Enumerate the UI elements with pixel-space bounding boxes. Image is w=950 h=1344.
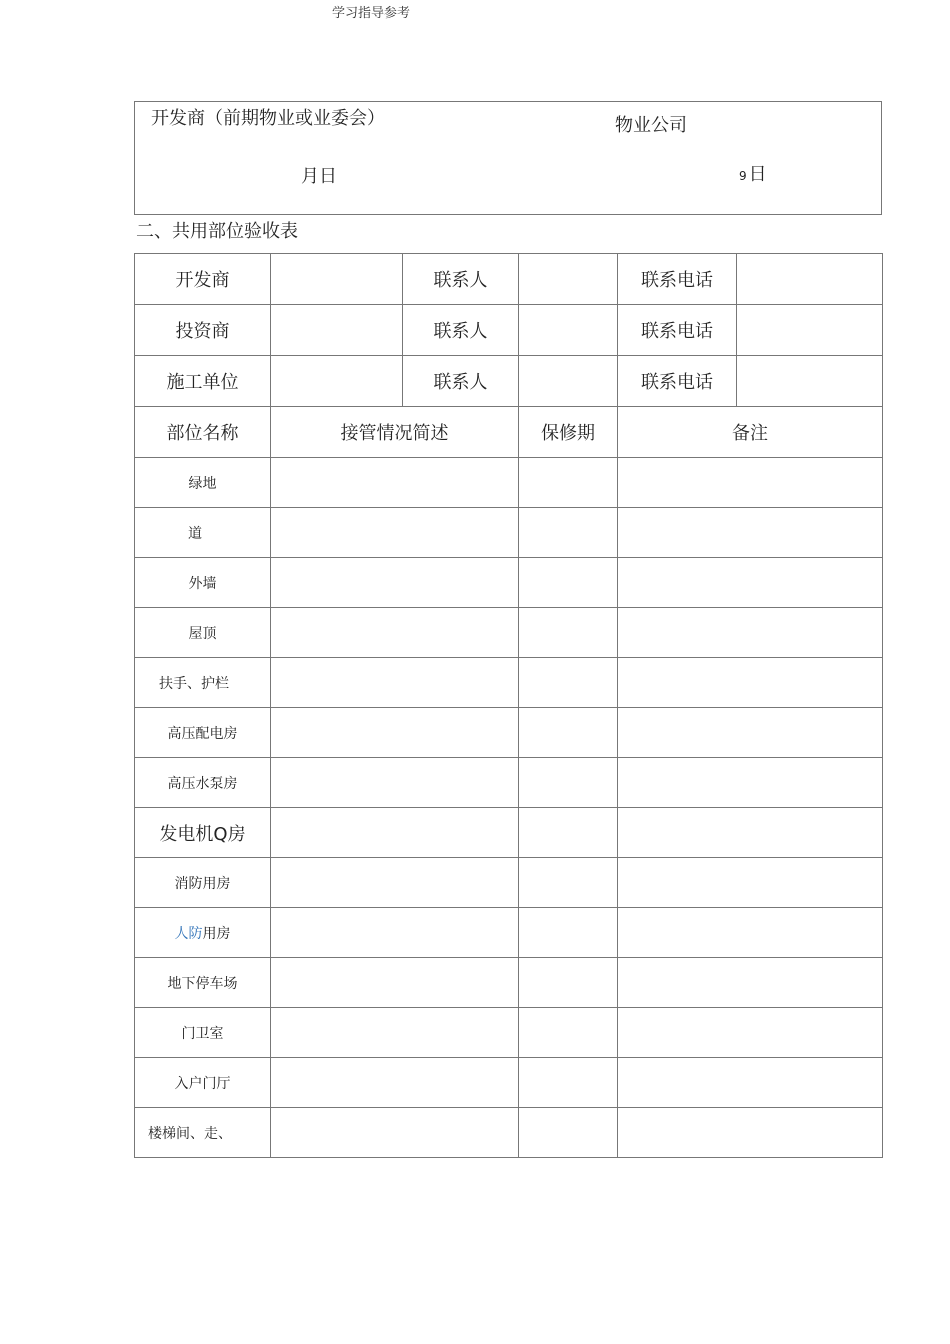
table-row (135, 1058, 883, 1108)
part-name: 发电机Q房 (135, 808, 271, 858)
info-label: 投资商 (135, 305, 271, 356)
remarks-cell[interactable] (618, 558, 883, 608)
phone-label: 联系电话 (618, 254, 737, 305)
property-company-sign-label: 物业公司 (615, 115, 687, 136)
developer-phone-cell[interactable] (737, 254, 883, 305)
table-row (135, 808, 883, 858)
takeover-desc-cell[interactable] (271, 708, 519, 758)
table-row (135, 608, 883, 658)
table-row (135, 908, 883, 958)
warranty-cell[interactable] (519, 758, 618, 808)
warranty-cell[interactable] (519, 658, 618, 708)
remarks-cell[interactable] (618, 708, 883, 758)
table-row (135, 558, 883, 608)
remarks-header: 备注 (618, 407, 883, 458)
table-row (135, 1008, 883, 1058)
day-number: 9 (739, 169, 747, 183)
part-name: 扶手、护栏 (135, 658, 271, 708)
remarks-cell[interactable] (618, 908, 883, 958)
takeover-desc-cell[interactable] (271, 458, 519, 508)
table-row (135, 858, 883, 908)
table-row (135, 508, 883, 558)
info-label: 开发商 (135, 254, 271, 305)
acceptance-table (134, 253, 883, 1158)
warranty-cell[interactable] (519, 858, 618, 908)
info-row-contractor (135, 356, 883, 407)
remarks-cell[interactable] (618, 508, 883, 558)
developer-contact-cell[interactable] (519, 254, 618, 305)
part-name: 高压水泵房 (135, 758, 271, 808)
table-row (135, 958, 883, 1008)
investor-phone-cell[interactable] (737, 305, 883, 356)
remarks-cell[interactable] (618, 1058, 883, 1108)
contact-label: 联系人 (403, 356, 519, 407)
warranty-header: 保修期 (519, 407, 618, 458)
header-note: 学习指导参考 (332, 6, 411, 21)
remarks-cell[interactable] (618, 758, 883, 808)
takeover-desc-cell[interactable] (271, 808, 519, 858)
warranty-cell[interactable] (519, 1108, 618, 1158)
day-char: 日 (748, 164, 767, 185)
part-name: 楼梯间、走、 (135, 1108, 271, 1158)
table-row (135, 708, 883, 758)
remarks-cell[interactable] (618, 808, 883, 858)
info-row-investor (135, 305, 883, 356)
part-name-header: 部位名称 (135, 407, 271, 458)
takeover-desc-cell[interactable] (271, 558, 519, 608)
phone-label: 联系电话 (618, 356, 737, 407)
part-name: 入户门厅 (135, 1058, 271, 1108)
signature-block (134, 101, 882, 215)
part-name: 屋顶 (135, 608, 271, 658)
takeover-desc-cell[interactable] (271, 908, 519, 958)
takeover-desc-cell[interactable] (271, 858, 519, 908)
investor-contact-cell[interactable] (519, 305, 618, 356)
warranty-cell[interactable] (519, 608, 618, 658)
takeover-desc-cell[interactable] (271, 958, 519, 1008)
remarks-cell[interactable] (618, 458, 883, 508)
part-name: 道 (135, 508, 271, 558)
phone-label: 联系电话 (618, 305, 737, 356)
part-name: 地下停车场 (135, 958, 271, 1008)
takeover-desc-cell[interactable] (271, 1008, 519, 1058)
info-label: 施工单位 (135, 356, 271, 407)
developer-name-cell[interactable] (271, 254, 403, 305)
month-day-label: 月日 (301, 166, 337, 187)
part-name: 绿地 (135, 458, 271, 508)
contact-label: 联系人 (403, 305, 519, 356)
warranty-cell[interactable] (519, 958, 618, 1008)
takeover-desc-cell[interactable] (271, 1058, 519, 1108)
table-row (135, 758, 883, 808)
part-name (135, 908, 271, 958)
part-name-link[interactable]: 人防 (174, 925, 203, 942)
part-name: 消防用房 (135, 858, 271, 908)
warranty-cell[interactable] (519, 508, 618, 558)
warranty-cell[interactable] (519, 1058, 618, 1108)
warranty-cell[interactable] (519, 908, 618, 958)
part-name: 门卫室 (135, 1008, 271, 1058)
warranty-cell[interactable] (519, 1008, 618, 1058)
table-row (135, 658, 883, 708)
table-header-row (135, 407, 883, 458)
remarks-cell[interactable] (618, 1108, 883, 1158)
remarks-cell[interactable] (618, 858, 883, 908)
warranty-cell[interactable] (519, 808, 618, 858)
table-row (135, 1108, 883, 1158)
part-name-rest: 用房 (202, 925, 231, 942)
info-row-developer (135, 254, 883, 305)
day-label (739, 160, 767, 186)
section-title: 二、共用部位验收表 (136, 221, 298, 242)
takeover-desc-cell[interactable] (271, 758, 519, 808)
remarks-cell[interactable] (618, 958, 883, 1008)
warranty-cell[interactable] (519, 708, 618, 758)
warranty-cell[interactable] (519, 558, 618, 608)
part-name: 外墙 (135, 558, 271, 608)
takeover-desc-cell[interactable] (271, 658, 519, 708)
remarks-cell[interactable] (618, 608, 883, 658)
contractor-name-cell[interactable] (271, 356, 403, 407)
takeover-desc-cell[interactable] (271, 608, 519, 658)
contractor-contact-cell[interactable] (519, 356, 618, 407)
takeover-desc-header: 接管情况简述 (271, 407, 519, 458)
remarks-cell[interactable] (618, 1008, 883, 1058)
table-row (135, 458, 883, 508)
contractor-phone-cell[interactable] (737, 356, 883, 407)
takeover-desc-cell[interactable] (271, 1108, 519, 1158)
part-name: 高压配电房 (135, 708, 271, 758)
warranty-cell[interactable] (519, 458, 618, 508)
takeover-desc-cell[interactable] (271, 508, 519, 558)
remarks-cell[interactable] (618, 658, 883, 708)
investor-name-cell[interactable] (271, 305, 403, 356)
developer-sign-label: 开发商（前期物业或业委会） (151, 108, 385, 129)
contact-label: 联系人 (403, 254, 519, 305)
